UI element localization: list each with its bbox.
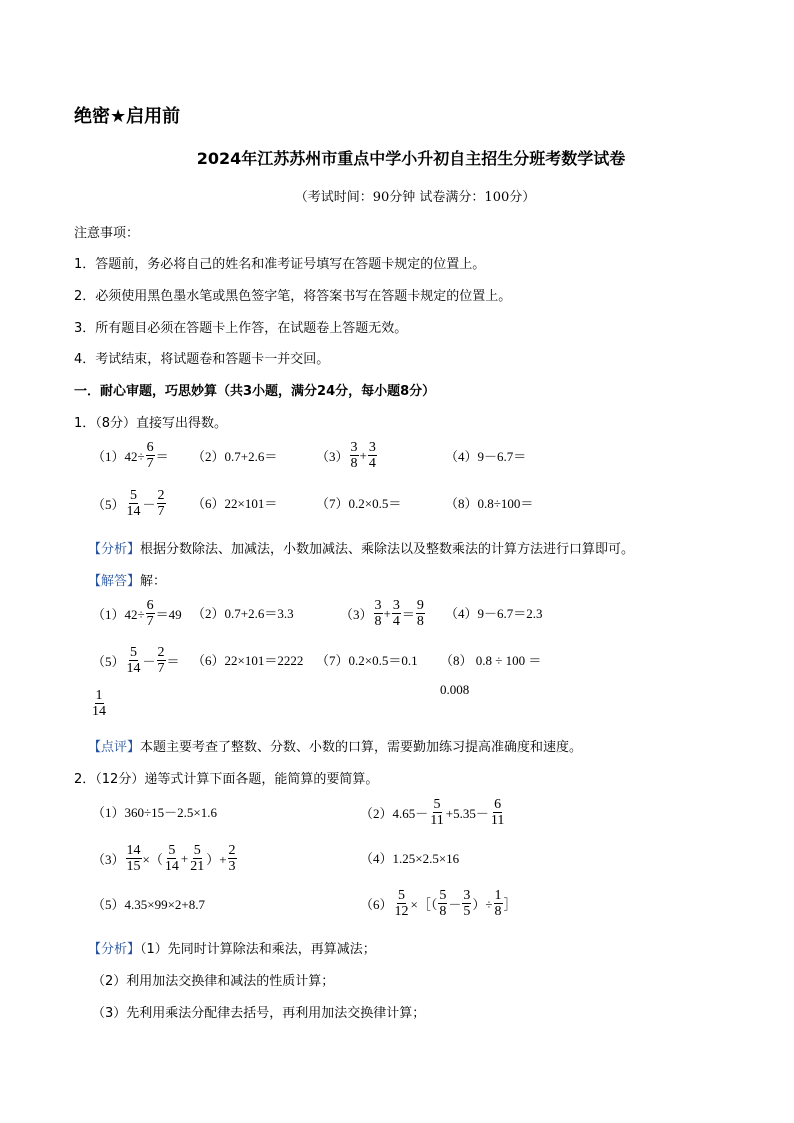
fraction: $\frac{6}{11}$ <box>490 797 505 828</box>
fraction: $\frac{3}{4}$ <box>368 440 376 471</box>
fraction: $\frac{2}{3}$ <box>228 843 236 874</box>
q2-part-6: （6） $\frac{5}{12}$ ×［（ $\frac{5}{8}$ － $\frac{3}{5}$ ）÷ $\frac{1}{8}$ ］ <box>360 888 517 919</box>
fraction: $\frac{3}{8}$ <box>374 598 382 629</box>
q1-answer: 【解答】解： <box>88 574 167 589</box>
exam-title: 2024年江苏苏州市重点中学小升初自主招生分班考数学试卷 <box>196 149 626 168</box>
q2-part-2: （2）4.65－ $\frac{5}{11}$ +5.35－ $\frac{6}{11}$ <box>360 797 505 828</box>
fraction: $\frac{6}{7}$ <box>146 440 154 471</box>
q1-analysis: 【分析】根据分数除法、加减法，小数加减法、乘除法以及整数乘法的计算方法进行口算即可。 <box>88 542 635 557</box>
q2-analysis-line-3: （3）先利用乘法分配律去括号，再利用加法交换律计算； <box>92 1006 426 1021</box>
notice-heading: 注意事项： <box>74 226 140 241</box>
fraction: $\frac{5}{12}$ <box>394 888 409 919</box>
fraction: $\frac{9}{8}$ <box>416 598 424 629</box>
fraction: $\frac{3}{4}$ <box>392 598 400 629</box>
fraction: $\frac{1}{8}$ <box>494 888 502 919</box>
q1-comment: 【点评】本题主要考查了整数、分数、小数的口算，需要勤加练习提高准确度和速度。 <box>88 740 583 755</box>
q2-analysis: 【分析】（1）先同时计算除法和乘法，再算减法； <box>88 942 376 957</box>
q1-part-1: （1）42÷ $\frac{6}{7}$ ＝ <box>92 440 169 471</box>
question-1-stem: 1．（8分）直接写出得数。 <box>74 416 228 431</box>
fraction: $\frac{3}{8}$ <box>350 440 358 471</box>
fraction: $\frac{2}{7}$ <box>157 645 165 676</box>
q1-answer-8: （8） 0.8 ÷ 100 ＝ <box>440 653 542 668</box>
q1-answer-1: （1）42÷ $\frac{6}{7}$ ＝49 <box>92 598 182 629</box>
q1-part-8: （8）0.8÷100＝ <box>445 496 534 511</box>
fraction: $\frac{1}{14}$ <box>92 688 106 719</box>
fraction: $\frac{14}{15}$ <box>126 843 141 874</box>
fraction: $\frac{5}{14}$ <box>164 843 179 874</box>
q1-part-3: （3） $\frac{3}{8}$ + $\frac{3}{4}$ <box>316 440 376 471</box>
q1-answer-5: （5） $\frac{5}{14}$ － $\frac{2}{7}$ ＝ <box>92 645 180 676</box>
q1-answer-2: （2）0.7+2.6＝3.3 <box>192 606 294 621</box>
analysis-label: 【分析】 <box>88 942 141 957</box>
q1-part-2: （2）0.7+2.6＝ <box>192 449 278 464</box>
notice-item-3: 3．所有题目必须在答题卡上作答，在试题卷上答题无效。 <box>74 321 408 336</box>
q2-part-5: （5）4.35×99×2+8.7 <box>92 897 205 912</box>
q2-part-1: （1）360÷15－2.5×1.6 <box>92 805 217 820</box>
q1-answer-5-result <box>90 688 108 719</box>
q1-part-5: （5） $\frac{5}{14}$ － $\frac{2}{7}$ <box>92 488 165 519</box>
question-2-stem: 2．（12分）递等式计算下面各题，能简算的要简算。 <box>74 772 379 787</box>
notice-item-1: 1．答题前，务必将自己的姓名和准考证号填写在答题卡规定的位置上。 <box>74 257 486 272</box>
answer-label: 【解答】 <box>88 574 141 589</box>
notice-item-4: 4．考试结束，将试题卷和答题卡一并交回。 <box>74 352 330 367</box>
fraction: $\frac{5}{14}$ <box>126 645 141 676</box>
q2-part-4: （4）1.25×2.5×16 <box>360 851 460 866</box>
q1-part-7: （7）0.2×0.5＝ <box>316 496 402 511</box>
q1-answer-6: （6）22×101＝2222 <box>192 653 304 668</box>
section-heading: 一．耐心审题，巧思妙算（共3小题，满分24分，每小题8分） <box>74 384 436 399</box>
q1-answer-7: （7）0.2×0.5＝0.1 <box>316 653 418 668</box>
secret-label: 绝密★启用前 <box>74 106 181 127</box>
fraction: $\frac{2}{7}$ <box>157 488 165 519</box>
fraction: $\frac{5}{14}$ <box>126 488 141 519</box>
fraction: $\frac{3}{5}$ <box>463 888 471 919</box>
analysis-label: 【分析】 <box>88 542 141 557</box>
q1-part-6: （6）22×101＝ <box>192 496 278 511</box>
q2-part-3: （3） $\frac{14}{15}$ ×（ $\frac{5}{14}$ + $\frac{5}{21}$ ）+ $\frac{2}{3}$ <box>92 843 236 874</box>
fraction: $\frac{5}{8}$ <box>439 888 447 919</box>
fraction: $\frac{5}{11}$ <box>430 797 444 828</box>
q1-part-4: （4）9－6.7＝ <box>445 449 527 464</box>
comment-label: 【点评】 <box>88 740 141 755</box>
q1-answer-3: （3） $\frac{3}{8}$ + $\frac{3}{4}$ ＝ $\frac{9}{8}$ <box>340 598 424 629</box>
q1-answer-4: （4）9－6.7＝2.3 <box>445 606 543 621</box>
notice-item-2: 2．必须使用黑色墨水笔或黑色签字笔，将答案书写在答题卡规定的位置上。 <box>74 289 512 304</box>
exam-subtitle: （考试时间：90分钟 试卷满分：100分） <box>294 190 536 205</box>
q2-analysis-line-2: （2）利用加法交换律和减法的性质计算； <box>92 974 335 989</box>
fraction: $\frac{6}{7}$ <box>146 598 154 629</box>
fraction: $\frac{5}{21}$ <box>190 843 205 874</box>
q1-answer-8-result: 0.008 <box>440 682 470 697</box>
